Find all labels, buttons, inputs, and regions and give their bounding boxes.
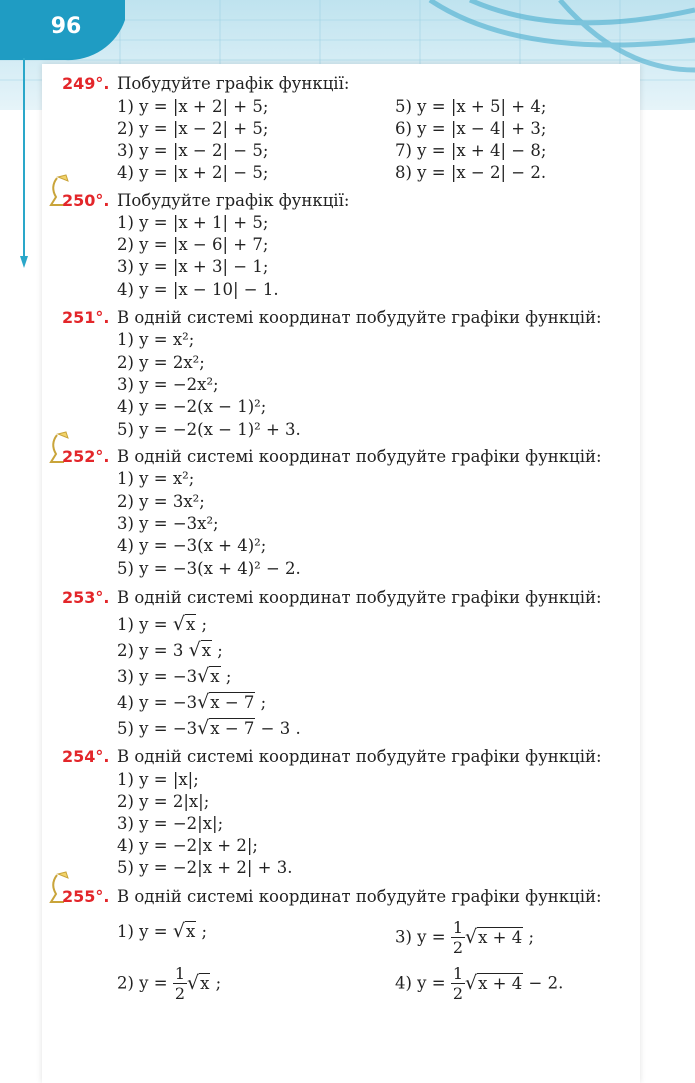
exercise-instruction: В одній системі координат побудуйте графіки функцій: xyxy=(117,747,602,766)
page-number: 96 xyxy=(50,14,82,39)
square-root: √x + 4 xyxy=(465,925,523,948)
exercise-item: 4) y = |x + 2| − 5; xyxy=(117,163,269,182)
square-root: √x − 7 xyxy=(197,717,255,739)
margin-arrow xyxy=(20,58,28,268)
exercise-item: 4) y = |x − 10| − 1. xyxy=(117,280,279,299)
exercise-item: 3) y = −3√x ; xyxy=(117,665,232,687)
exercise-item: 1) y = x²; xyxy=(117,469,195,488)
exercise-item: 4) y = −2(x − 1)²; xyxy=(117,397,267,416)
exercise-item: 2) y = 2|x|; xyxy=(117,792,210,811)
exercise-number: 253°. xyxy=(62,588,110,607)
exercise-item: 3) y = −2|x|; xyxy=(117,814,224,833)
square-root: √x xyxy=(172,613,196,635)
exercise-item: 4) y = −3(x + 4)²; xyxy=(117,536,267,555)
exercise-item: 4) y = −2|x + 2|; xyxy=(117,836,258,855)
exercise-number: 249°. xyxy=(62,74,110,93)
exercise-item: 5) y = |x + 5| + 4; xyxy=(395,97,547,116)
square-root: √x xyxy=(188,639,211,661)
exercise-item: 2) y = |x − 6| + 7; xyxy=(117,235,269,254)
exercise-instruction: В одній системі координат побудуйте графіки функцій: xyxy=(117,447,602,466)
exercise-item: 7) y = |x + 4| − 8; xyxy=(395,141,547,160)
square-root: √x − 7 xyxy=(197,691,255,713)
exercise-item: 3) y = −3x²; xyxy=(117,514,219,533)
exercise-item: 3) y = |x − 2| − 5; xyxy=(117,141,269,160)
exercise-number: 251°. xyxy=(62,308,110,327)
exercise-item: 6) y = |x − 4| + 3; xyxy=(395,119,547,138)
square-root: √x xyxy=(197,665,220,687)
exercise-instruction: В одній системі координат побудуйте графіки функцій: xyxy=(117,308,602,327)
exercise-number: 252°. xyxy=(62,447,110,466)
exercise-item: 1) y = √x ; xyxy=(117,613,208,635)
exercise-item: 1) y = |x|; xyxy=(117,770,199,789)
exercise-item: 2) y = 3x²; xyxy=(117,492,205,511)
exercise-item: 2) y = |x − 2| + 5; xyxy=(117,119,269,138)
exercise-item: 1) y = |x + 2| + 5; xyxy=(117,97,269,116)
exercise-number: 254°. xyxy=(62,747,110,766)
fraction: $\frac{1}{2}$ xyxy=(174,964,186,1003)
exercise-instruction: Побудуйте графік функції: xyxy=(117,191,350,210)
exercise-item: 4) y = $\frac{1}{2}$ √x + 4 − 2. xyxy=(395,964,564,1003)
exercise-item: 2) y = $\frac{1}{2}$ √x ; xyxy=(117,964,222,1003)
exercise-item: 5) y = −2(x − 1)² + 3. xyxy=(117,420,301,439)
exercise-item: 8) y = |x − 2| − 2. xyxy=(395,163,547,182)
exercise-item: 4) y = −3√x − 7 ; xyxy=(117,691,267,713)
exercise-item: 5) y = −2|x + 2| + 3. xyxy=(117,858,293,877)
exercise-item: 5) y = −3√x − 7 − 3 . xyxy=(117,717,301,739)
exercise-item: 2) y = 2x²; xyxy=(117,353,205,372)
fraction: $\frac{1}{2}$ xyxy=(452,964,464,1003)
exercise-number: 255°. xyxy=(62,887,110,906)
square-root: √x + 4 xyxy=(465,971,523,994)
exercise-item: 3) y = |x + 3| − 1; xyxy=(117,257,269,276)
exercise-item: 1) y = |x + 1| + 5; xyxy=(117,213,269,232)
square-root: √x xyxy=(172,920,196,942)
exercise-item: 5) y = −3(x + 4)² − 2. xyxy=(117,559,301,578)
exercise-instruction: В одній системі координат побудуйте графіки функцій: xyxy=(117,588,602,607)
square-root: √x xyxy=(187,971,210,994)
fraction: $\frac{1}{2}$ xyxy=(452,918,464,957)
exercise-item: 3) y = −2x²; xyxy=(117,375,219,394)
exercise-item: 1) y = √x ; xyxy=(117,920,208,942)
exercise-number: 250°. xyxy=(62,191,110,210)
exercise-item: 3) y = $\frac{1}{2}$ √x + 4 ; xyxy=(395,918,535,957)
exercise-instruction: Побудуйте графік функції: xyxy=(117,74,350,93)
exercise-item: 1) y = x²; xyxy=(117,330,195,349)
exercise-instruction: В одній системі координат побудуйте графіки функцій: xyxy=(117,887,602,906)
exercise-item: 2) y = 3 √x ; xyxy=(117,639,223,661)
